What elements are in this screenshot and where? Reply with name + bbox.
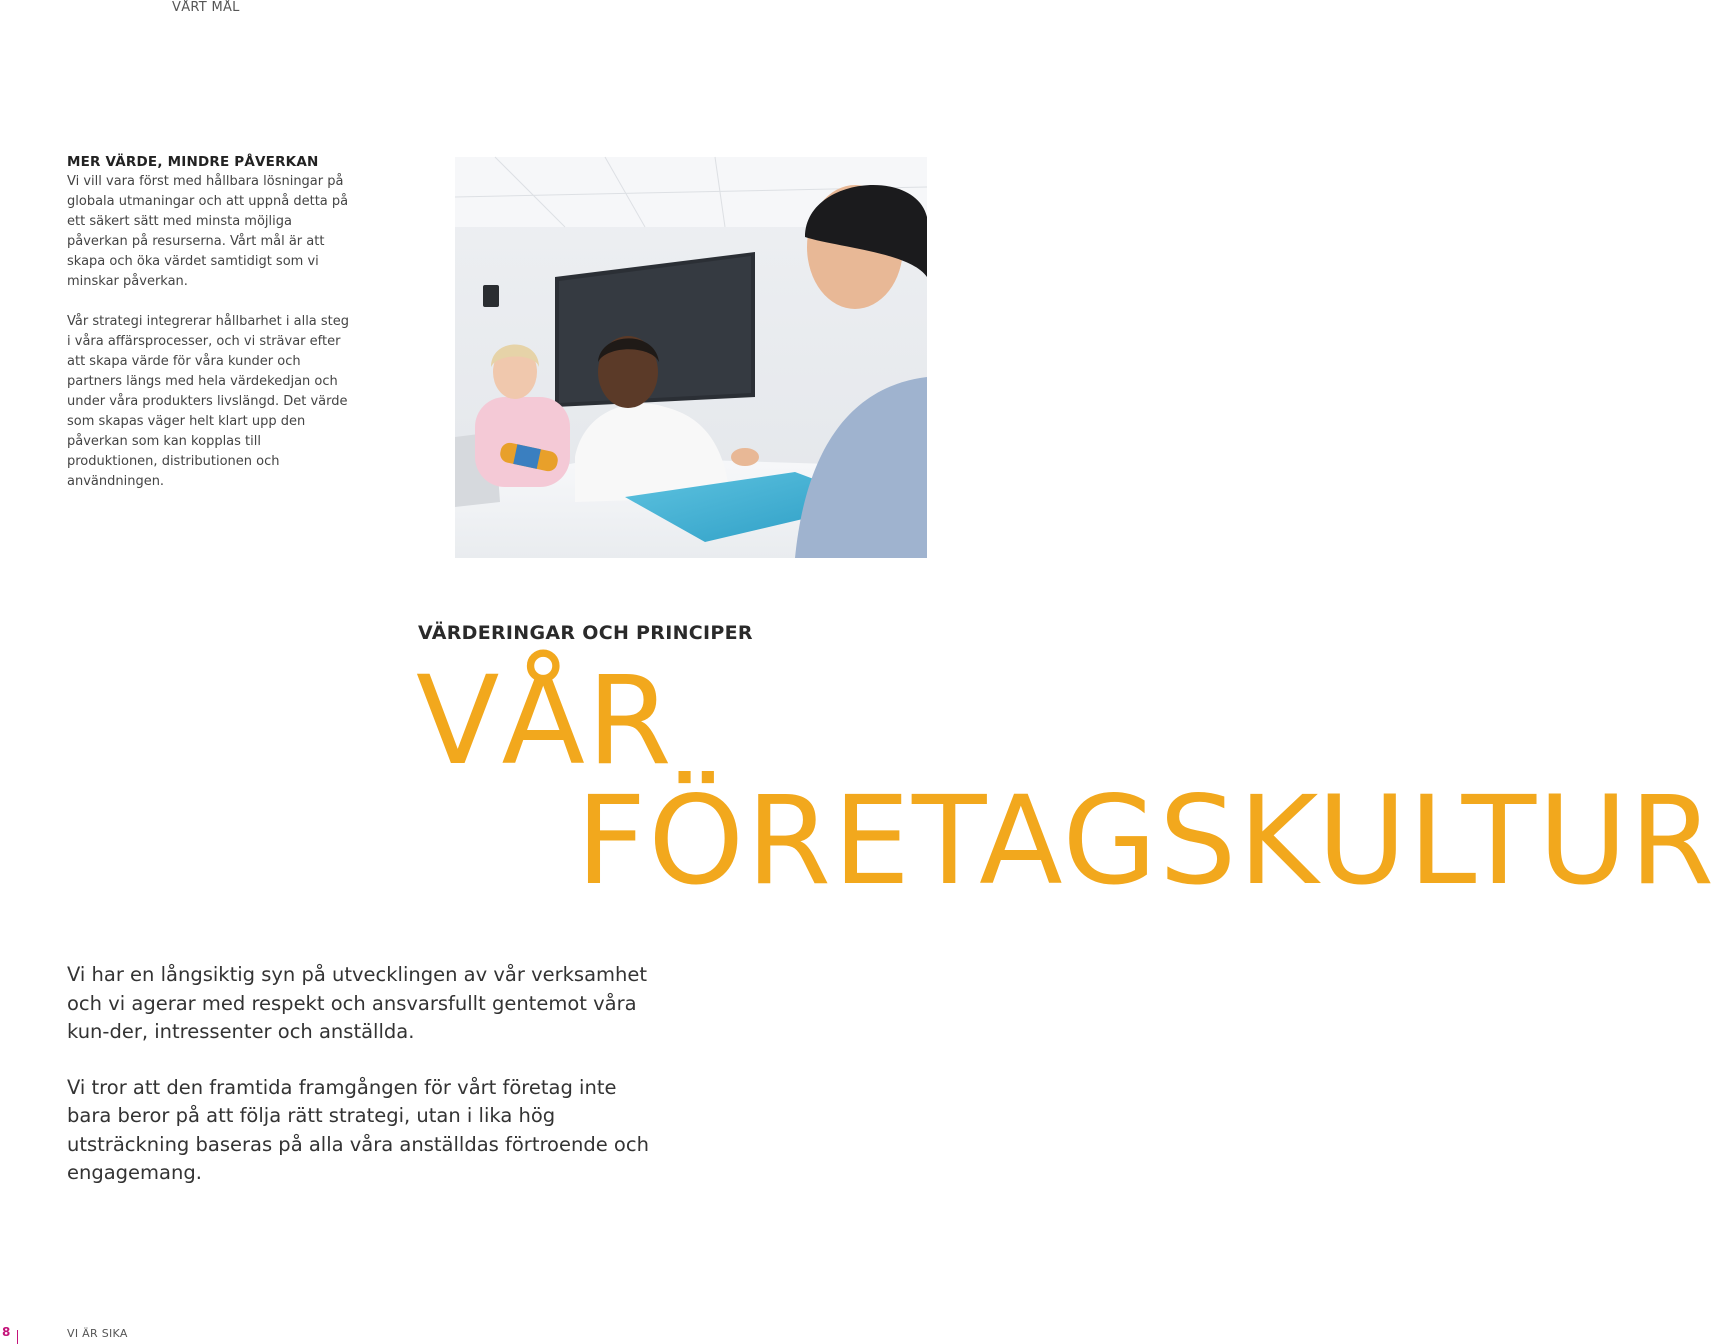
- intro-column: [67, 152, 352, 512]
- meeting-photo: [455, 157, 927, 558]
- intro-paragraph-2: Vår strategi integrerar hållbarhet i alla steg i våra affärsprocesser, och vi strävar efter att skapa värde för våra kunder och partners längs med hela värdekedjan och under våra produkters livslängd. Det värde som skapas väger helt klart upp den påverkan som kan kopplas till produktionen, distributionen och användningen.: [67, 314, 350, 489]
- section-body: [67, 961, 657, 1215]
- footer-label: VI ÄR SIKA: [67, 1327, 128, 1340]
- running-head: VÅRT MÅL: [172, 0, 240, 15]
- display-heading-line-1: VÅR: [416, 650, 674, 792]
- intro-paragraph-1: Vi vill vara först med hållbara lösningar på globala utmaningar och att uppnå detta på ett säkert sätt med minsta möjliga påverkan på resurserna. Vårt mål är att skapa och öka värdet samtidigt som vi minskar påverkan.: [67, 174, 349, 289]
- page-divider: [17, 1330, 18, 1344]
- section-paragraph-2: Vi tror att den framtida framgången för vårt företag inte bara beror på att följa rätt strategi, utan i lika hög utsträckning baseras på alla våra anställdas förtroende och engagemang.: [67, 1075, 649, 1184]
- page-number: 8: [2, 1325, 11, 1339]
- section-title: VÄRDERINGAR OCH PRINCIPER: [418, 622, 753, 644]
- intro-heading: MER VÄRDE, MINDRE PÅVERKAN: [67, 154, 319, 170]
- section-paragraph-1: Vi har en långsiktig syn på utvecklingen av vår verksamhet och vi agerar med respekt och ansvarsfullt gentemot våra kun-der, intressenter och anställda.: [67, 963, 648, 1043]
- display-heading-line-2: FÖRETAGSKULTUR: [576, 770, 1716, 912]
